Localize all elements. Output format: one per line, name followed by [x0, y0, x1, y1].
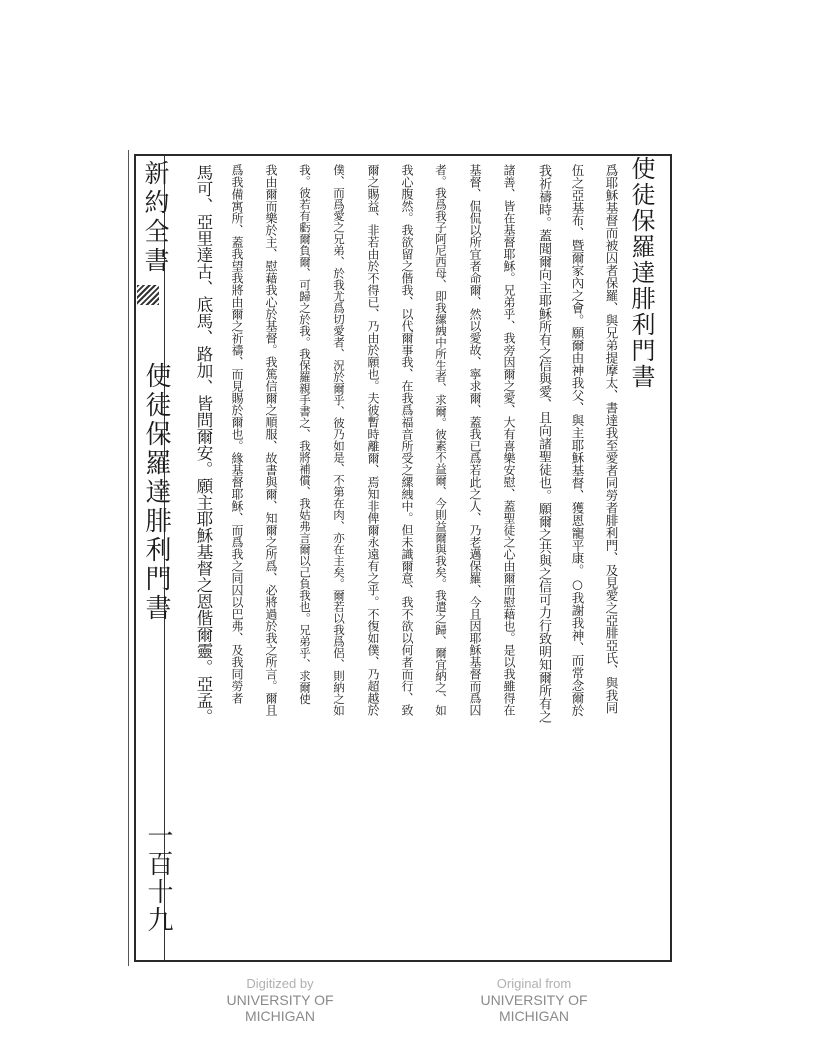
original-from-label: Original from — [496, 976, 572, 991]
original-from-institution: UNIVERSITY OF MICHIGAN — [480, 992, 588, 1024]
epistle-heading: 使徒保羅達腓利門書 — [627, 156, 655, 390]
text-column: 爲耶穌基督而被囚者保羅、與兄弟提摩太、書達我至愛者同勞者腓利門、及見愛之亞腓亞氏、與我同 — [604, 164, 619, 714]
spine-book-title: 新約全書 — [141, 160, 170, 276]
text-column: 伍之亞基布、暨爾家內之會。願爾由神我父、與主耶穌基督、獲恩寵平康。○我謝我神、而常念爾於 — [570, 164, 585, 717]
text-column: 基督、侃侃以所宜者命爾、然以愛故、寧求爾、蓋我已爲若此之人、乃老邁保羅、今且因耶穌基督而爲囚 — [468, 164, 482, 716]
digitized-by-watermark — [190, 976, 370, 1024]
text-column: 爲我備寓所、蓋我望我將由爾之祈禱、而見賜於爾也。緣基督耶穌、而爲我之同囚以巴弗、及我同勞者 — [230, 164, 244, 704]
text-column: 我由爾而樂於主、慰藉我心於基督。我篤信爾之順服、故書與爾、知爾之所爲、必將過於我之所言。爾且 — [264, 164, 278, 716]
text-column: 僕、而爲愛之兄弟、於我尤爲切愛者、況於爾乎、彼乃如是、不第在肉、亦在主矣。爾若以我爲侶、則納之如 — [332, 164, 346, 716]
outer-margin-line — [128, 150, 129, 966]
page-number: 一百十九 — [143, 822, 173, 934]
text-column: 爾之賜益、非若由於不得已、乃由於願也。夫彼暫時離爾、焉知非俾爾永遠有之乎。不復如僕、乃超越於 — [366, 164, 380, 716]
digitized-by-label: Digitized by — [246, 976, 314, 991]
text-column: 我。彼若有虧爾負爾、可歸之於我。我保羅親手書之、我將補償、我姑弗言爾以己負我也。兄弟乎、求爾使 — [298, 164, 312, 705]
text-column: 者。我爲我子阿尼西母、即我縲絏中所生者、求爾。彼素不益爾、今則益爾與我矣。我遣之歸、爾宜納之、如 — [434, 164, 448, 716]
spine-ornament-icon — [137, 285, 159, 305]
digitized-by-institution: UNIVERSITY OF MICHIGAN — [226, 992, 334, 1024]
text-column: 馬可、亞里達古、底馬、路加、皆問爾安。願主耶穌基督之恩偕爾靈。亞孟。 — [194, 164, 213, 725]
original-from-watermark — [444, 976, 624, 1024]
text-column: 諸善、皆在基督耶穌。兄弟乎、我旁因爾之愛、大有喜樂安慰、蓋聖徒之心由爾而慰藉也。是以我雖得在 — [502, 164, 516, 716]
text-column: 我祈禱時。蓋聞爾向主耶穌所有之信與愛、且向諸聖徒也。願爾之共與之信可力行致明知爾所有之 — [536, 164, 551, 723]
text-column: 我心腹然。我欲留之偕我、以代爾事我、在我爲福音所受之縲絏中。但未識爾意、我不欲以何者而行、致 — [400, 164, 414, 716]
spine-running-title: 使徒保羅達腓利門書 — [141, 362, 171, 623]
